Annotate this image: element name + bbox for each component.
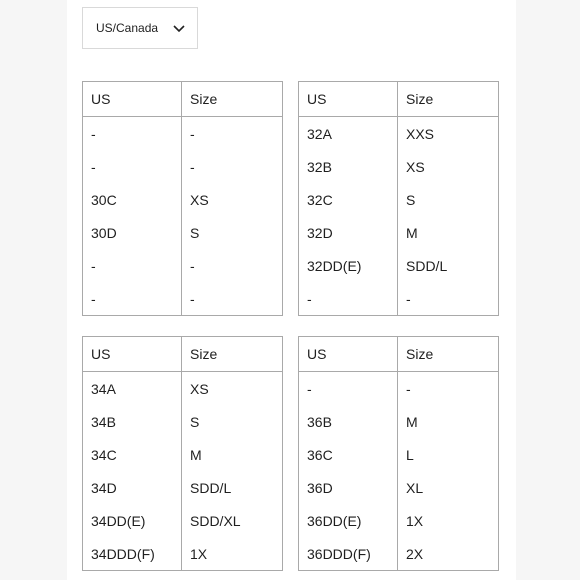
table-row [83,438,283,471]
table-row [299,504,499,537]
us-size-cell: 30C [83,183,182,216]
table-header-row [299,82,499,117]
table-header-row [83,82,283,117]
us-size-cell: - [83,282,182,316]
us-size-cell: 36DD(E) [299,504,398,537]
table-row [299,150,499,183]
size-cell: S [398,183,499,216]
size-cell: 1X [398,504,499,537]
us-size-cell: 32A [299,117,398,151]
column-header-size: Size [398,337,499,372]
us-size-cell: - [83,249,182,282]
table-row [83,216,283,249]
table-row [299,537,499,571]
region-select-dropdown[interactable] [82,7,198,49]
size-cell: SDD/XL [182,504,283,537]
us-size-cell: - [299,372,398,406]
table-header-row [83,337,283,372]
size-table-3 [82,336,283,571]
column-header-size: Size [398,82,499,117]
size-cell: 1X [182,537,283,571]
us-size-cell: 36DDD(F) [299,537,398,571]
table-row [299,372,499,406]
us-size-cell: - [83,117,182,151]
column-header-us: US [299,82,398,117]
size-cell: L [398,438,499,471]
size-table-4 [298,336,499,571]
table-row [299,471,499,504]
us-size-cell: 32DD(E) [299,249,398,282]
chevron-down-icon [171,20,187,36]
us-size-cell: 34D [83,471,182,504]
size-cell: M [398,405,499,438]
size-cell: 2X [398,537,499,571]
table-row [83,372,283,406]
size-cell: S [182,216,283,249]
size-cell: - [398,372,499,406]
region-select-label: US/Canada [96,21,159,35]
column-header-us: US [83,337,182,372]
us-size-cell: 36D [299,471,398,504]
column-header-us: US [299,337,398,372]
size-cell: - [182,282,283,316]
size-cell: SDD/L [398,249,499,282]
us-size-cell: - [83,150,182,183]
table-row [299,405,499,438]
size-cell: M [182,438,283,471]
size-cell: - [398,282,499,316]
us-size-cell: 34DD(E) [83,504,182,537]
us-size-cell: 32B [299,150,398,183]
size-cell: XS [182,372,283,406]
table-header-row [299,337,499,372]
table-row [299,216,499,249]
size-cell: XXS [398,117,499,151]
table-row [83,150,283,183]
size-cell: SDD/L [182,471,283,504]
table-row [299,282,499,316]
us-size-cell: 34B [83,405,182,438]
column-header-size: Size [182,337,283,372]
table-row [299,249,499,282]
size-table-2 [298,81,499,316]
us-size-cell: 36C [299,438,398,471]
size-cell: M [398,216,499,249]
table-row [83,249,283,282]
table-row [83,183,283,216]
size-cell: - [182,249,283,282]
table-row [299,117,499,151]
size-cell: - [182,117,283,151]
us-size-cell: - [299,282,398,316]
size-cell: S [182,405,283,438]
table-row [83,537,283,571]
us-size-cell: 30D [83,216,182,249]
us-size-cell: 32C [299,183,398,216]
column-header-size: Size [182,82,283,117]
size-cell: - [182,150,283,183]
size-cell: XL [398,471,499,504]
us-size-cell: 32D [299,216,398,249]
size-cell: XS [182,183,283,216]
table-row [299,438,499,471]
size-table-1 [82,81,283,316]
table-row [83,117,283,151]
us-size-cell: 34DDD(F) [83,537,182,571]
us-size-cell: 34A [83,372,182,406]
column-header-us: US [83,82,182,117]
size-cell: XS [398,150,499,183]
table-row [83,405,283,438]
table-row [83,504,283,537]
us-size-cell: 36B [299,405,398,438]
table-row [299,183,499,216]
table-row [83,282,283,316]
us-size-cell: 34C [83,438,182,471]
table-row [83,471,283,504]
